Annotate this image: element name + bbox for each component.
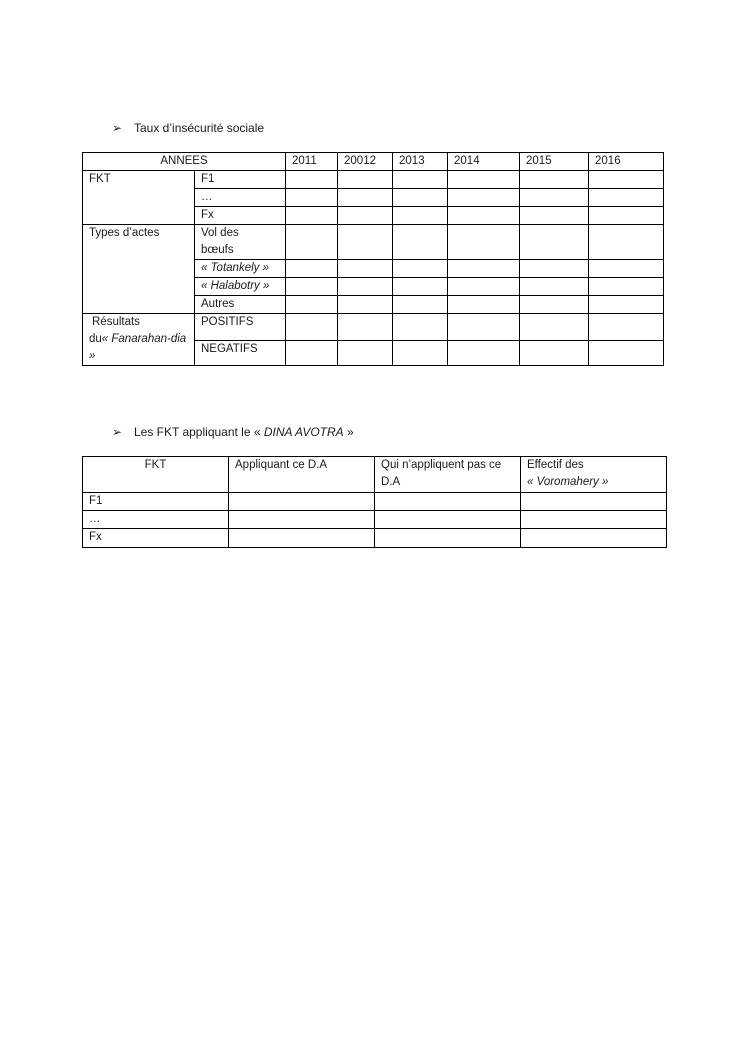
fkt-row-label: F1	[83, 493, 229, 511]
fkt-row-label: F1	[195, 171, 286, 189]
arrow-bullet-icon: ➢	[112, 121, 123, 135]
dina-avotra-table	[82, 456, 667, 548]
year-header: 2011	[286, 153, 338, 171]
fkt-header: FKT	[83, 457, 229, 493]
table-header-row	[83, 457, 667, 493]
section2-title: Les FKT appliquant le « DINA AVOTRA »	[134, 425, 354, 439]
fkt-row-label: …	[83, 511, 229, 529]
type-vol-label: Vol des bœufs	[195, 225, 286, 260]
table-row	[83, 529, 667, 548]
types-actes-label: Types d’actes	[83, 225, 195, 314]
result-negatifs-label: NEGATIFS	[195, 341, 286, 366]
table-row	[83, 225, 664, 260]
fkt-row-label: Fx	[83, 529, 229, 548]
type-autres-label: Autres	[195, 296, 286, 314]
table-row	[83, 493, 667, 511]
annees-header: ANNEES	[83, 153, 286, 171]
table-row	[83, 314, 664, 341]
table-row	[83, 511, 667, 529]
year-header: 20012	[338, 153, 393, 171]
year-header: 2015	[520, 153, 589, 171]
table-header-row	[83, 153, 664, 171]
not-applying-header: Qui n’appliquent pas ce D.A	[375, 457, 521, 493]
table-row	[83, 171, 664, 189]
type-totankely-label: « Totankely »	[195, 260, 286, 278]
fkt-label: FKT	[83, 171, 195, 225]
year-header: 2016	[589, 153, 664, 171]
result-positifs-label: POSITIFS	[195, 314, 286, 341]
insecurity-rate-table	[82, 152, 664, 366]
year-header: 2014	[448, 153, 520, 171]
section1-heading	[112, 121, 264, 135]
resultats-label: Résultats du« Fanarahan-dia »	[83, 314, 195, 366]
type-halabotry-label: « Halabotry »	[195, 278, 286, 296]
arrow-bullet-icon: ➢	[112, 425, 123, 439]
fkt-row-label: …	[195, 189, 286, 207]
voromahery-header: Effectif des « Voromahery »	[521, 457, 667, 493]
section1-title: Taux d’insécurité sociale	[134, 121, 265, 135]
fkt-row-label: Fx	[195, 207, 286, 225]
section2-heading	[112, 425, 354, 439]
year-header: 2013	[393, 153, 448, 171]
applying-header: Appliquant ce D.A	[229, 457, 375, 493]
